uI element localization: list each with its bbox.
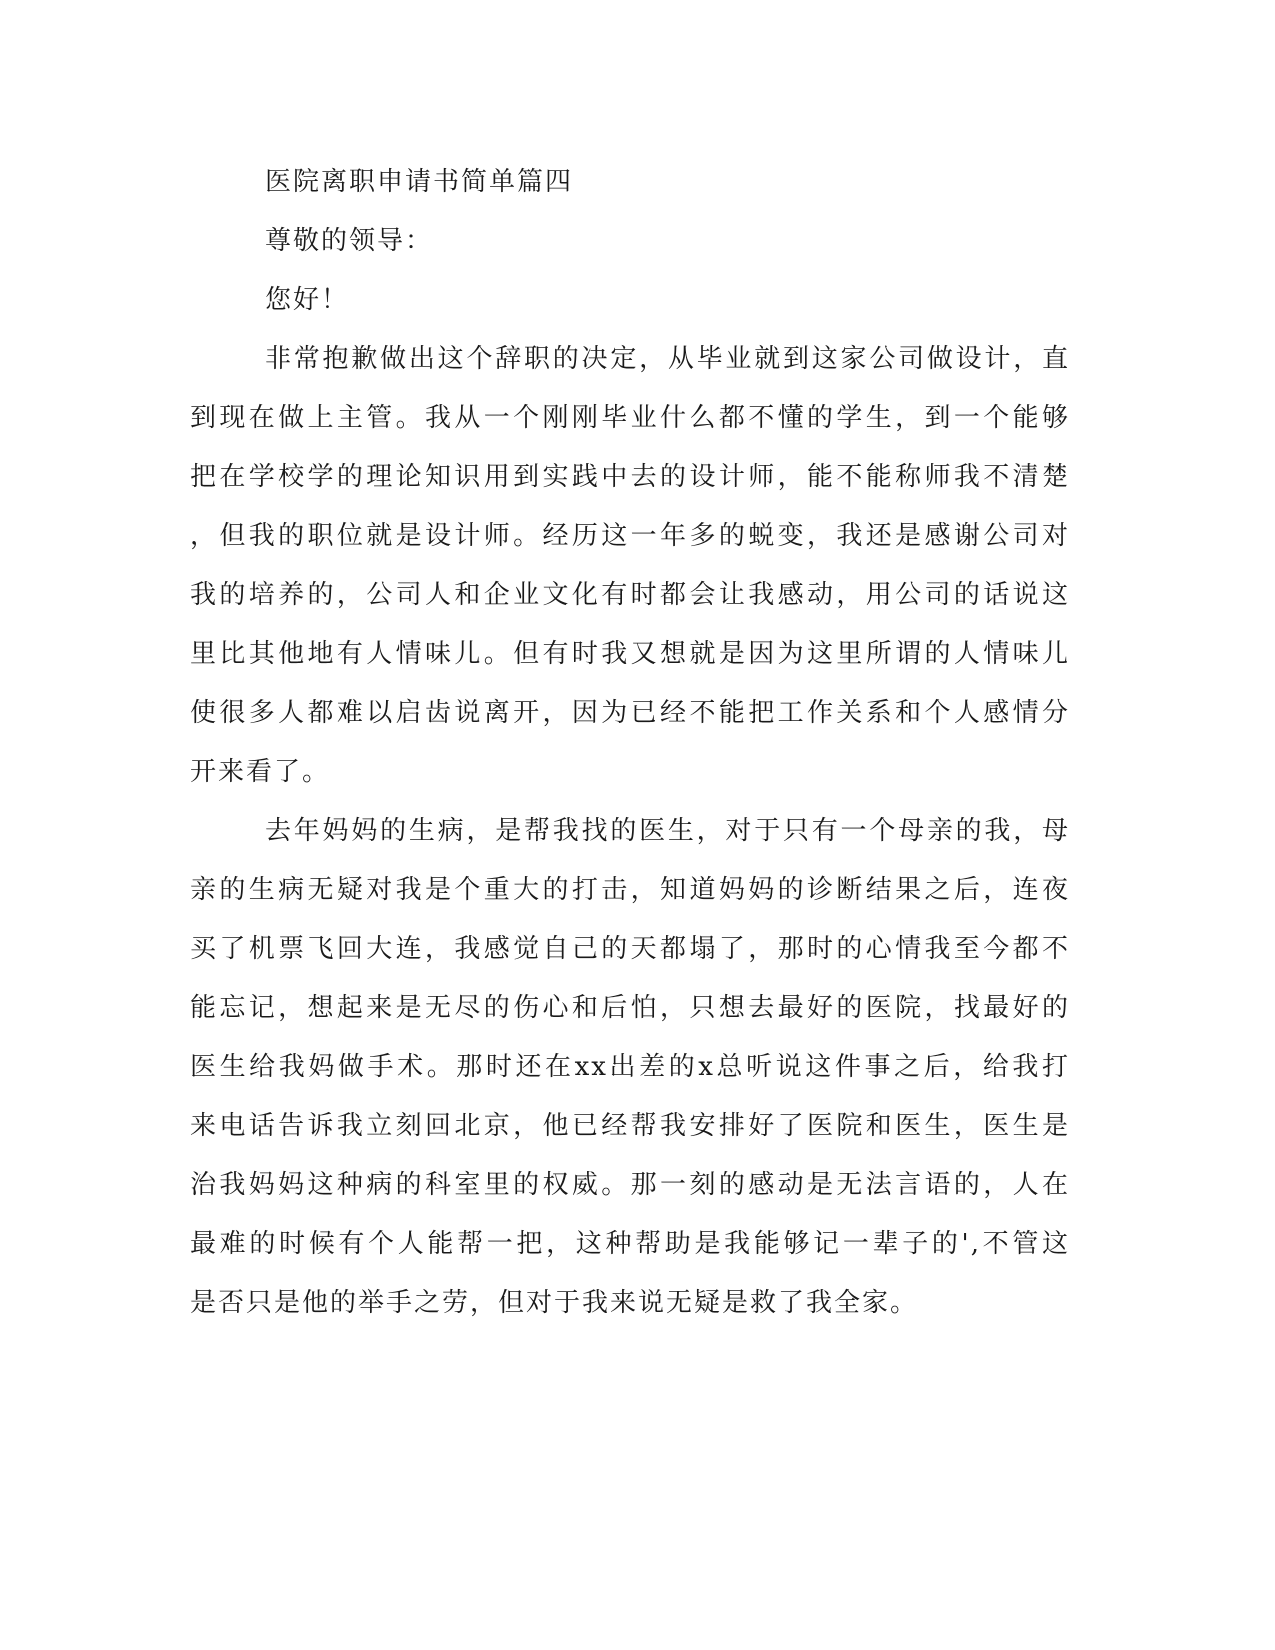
paragraph-line: 能忘记，想起来是无尽的伤心和后怕，只想去最好的医院，找最好的: [190, 993, 1070, 1023]
salutation: 尊敬的领导：: [265, 226, 434, 256]
paragraph-line: 最难的时候有个人能帮一把，这种帮助是我能够记一辈子的',不管这: [190, 1229, 1070, 1259]
paragraph-line: 医生给我妈做手术。那时还在xx出差的x总听说这件事之后，给我打: [190, 1052, 1070, 1082]
paragraph-line: 使很多人都难以启齿说离开，因为已经不能把工作关系和个人感情分: [190, 698, 1070, 728]
paragraph-line: 去年妈妈的生病，是帮我找的医生，对于只有一个母亲的我，母: [265, 816, 1070, 846]
paragraph-line: 来电话告诉我立刻回北京，他已经帮我安排好了医院和医生，医生是: [190, 1111, 1070, 1141]
paragraph-line: 里比其他地有人情味儿。但有时我又想就是因为这里所谓的人情味儿: [190, 639, 1070, 669]
paragraph-line: 是否只是他的举手之劳，但对于我来说无疑是救了我全家。: [190, 1288, 919, 1318]
paragraph-line: 买了机票飞回大连，我感觉自己的天都塌了，那时的心情我至今都不: [190, 934, 1070, 964]
paragraph-line: 开来看了。: [190, 757, 331, 787]
paragraph-line: 治我妈妈这种病的科室里的权威。那一刻的感动是无法言语的，人在: [190, 1170, 1070, 1200]
paragraph-line: 亲的生病无疑对我是个重大的打击，知道妈妈的诊断结果之后，连夜: [190, 875, 1070, 905]
paragraph-line: 把在学校学的理论知识用到实践中去的设计师，能不能称师我不清楚: [190, 462, 1070, 492]
paragraph-line: ，但我的职位就是设计师。经历这一年多的蜕变，我还是感谢公司对: [190, 521, 1070, 551]
paragraph-line: 我的培养的，公司人和企业文化有时都会让我感动，用公司的话说这: [190, 580, 1070, 610]
greeting: 您好！: [265, 285, 350, 315]
paragraph-line: 非常抱歉做出这个辞职的决定，从毕业就到这家公司做设计，直: [265, 344, 1070, 374]
document-title: 医院离职申请书简单篇四: [265, 167, 574, 197]
paragraph-line: 到现在做上主管。我从一个刚刚毕业什么都不懂的学生，到一个能够: [190, 403, 1070, 433]
